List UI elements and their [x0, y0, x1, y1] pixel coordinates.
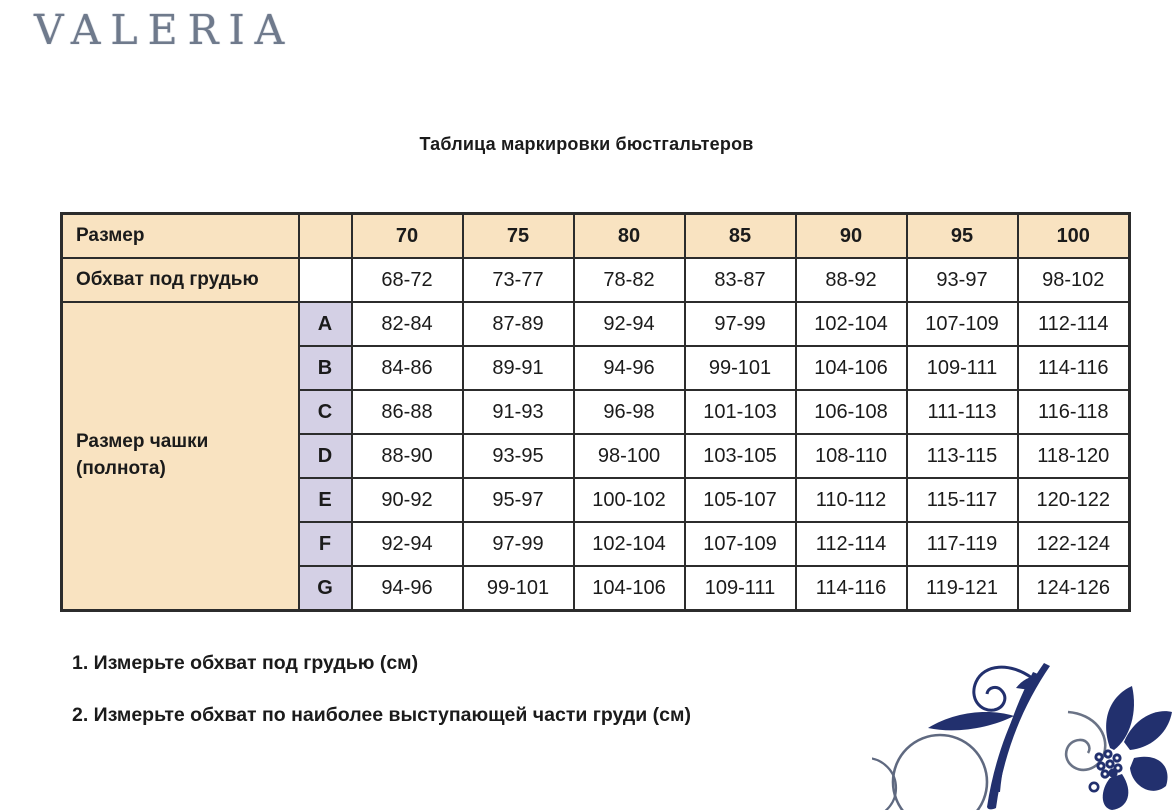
underbust-cell: 98-102	[1018, 258, 1130, 302]
cup-letter: F	[299, 522, 352, 566]
bra-size-table	[60, 212, 1131, 612]
cup-value-cell: 114-116	[1018, 346, 1130, 390]
cup-value-cell: 90-92	[352, 478, 463, 522]
cup-value-cell: 114-116	[796, 566, 907, 611]
instruction-step-1: 1. Измерьте обхват под грудью (см)	[72, 652, 419, 674]
cup-letter: D	[299, 434, 352, 478]
underbust-cell: 83-87	[685, 258, 796, 302]
cup-value-cell: 102-104	[574, 522, 685, 566]
cup-value-cell: 113-115	[907, 434, 1018, 478]
cup-value-cell: 119-121	[907, 566, 1018, 611]
size-col-header: 100	[1018, 214, 1130, 259]
cup-letter: C	[299, 390, 352, 434]
cup-value-cell: 111-113	[907, 390, 1018, 434]
cup-value-cell: 86-88	[352, 390, 463, 434]
cup-value-cell: 105-107	[685, 478, 796, 522]
cup-value-cell: 82-84	[352, 302, 463, 346]
cup-letter: A	[299, 302, 352, 346]
underbust-cell: 73-77	[463, 258, 574, 302]
underbust-row-label: Обхват под грудью	[62, 258, 299, 302]
cup-value-cell: 94-96	[352, 566, 463, 611]
cup-value-cell: 120-122	[1018, 478, 1130, 522]
cup-value-cell: 107-109	[685, 522, 796, 566]
cup-value-cell: 106-108	[796, 390, 907, 434]
cup-value-cell: 116-118	[1018, 390, 1130, 434]
cup-value-cell: 108-110	[796, 434, 907, 478]
underbust-cell: 78-82	[574, 258, 685, 302]
size-col-header: 85	[685, 214, 796, 259]
cup-letter: G	[299, 566, 352, 611]
empty-cell	[299, 258, 352, 302]
underbust-cell: 68-72	[352, 258, 463, 302]
cup-value-cell: 101-103	[685, 390, 796, 434]
cup-value-cell: 91-93	[463, 390, 574, 434]
underbust-cell: 93-97	[907, 258, 1018, 302]
cup-value-cell: 117-119	[907, 522, 1018, 566]
cup-value-cell: 122-124	[1018, 522, 1130, 566]
table-row-cup-a	[62, 302, 1130, 346]
cup-value-cell: 93-95	[463, 434, 574, 478]
cup-value-cell: 89-91	[463, 346, 574, 390]
table-row-sizes	[62, 214, 1130, 259]
cup-value-cell: 115-117	[907, 478, 1018, 522]
instruction-step-2: 2. Измерьте обхват по наиболее выступающей части груди (см)	[72, 704, 691, 726]
brand-logo: VALERIA	[34, 6, 295, 54]
table-row-underbust	[62, 258, 1130, 302]
underbust-cell: 88-92	[796, 258, 907, 302]
size-col-header: 95	[907, 214, 1018, 259]
cup-value-cell: 97-99	[685, 302, 796, 346]
cup-value-cell: 95-97	[463, 478, 574, 522]
floral-swirl-ornament-icon	[872, 660, 1172, 810]
size-col-header: 80	[574, 214, 685, 259]
cup-value-cell: 112-114	[796, 522, 907, 566]
empty-corner-cell	[299, 214, 352, 259]
cup-value-cell: 98-100	[574, 434, 685, 478]
cup-letter: E	[299, 478, 352, 522]
cup-value-cell: 100-102	[574, 478, 685, 522]
cup-value-cell: 97-99	[463, 522, 574, 566]
cup-value-cell: 104-106	[574, 566, 685, 611]
size-row-label: Размер	[62, 214, 299, 259]
cup-letter: B	[299, 346, 352, 390]
cup-value-cell: 124-126	[1018, 566, 1130, 611]
size-col-header: 90	[796, 214, 907, 259]
cup-value-cell: 118-120	[1018, 434, 1130, 478]
cup-value-cell: 94-96	[574, 346, 685, 390]
cup-size-label: Размер чашки (полнота)	[62, 302, 299, 611]
cup-value-cell: 109-111	[685, 566, 796, 611]
cup-value-cell: 104-106	[796, 346, 907, 390]
measuring-instructions	[72, 652, 691, 756]
cup-value-cell: 99-101	[463, 566, 574, 611]
cup-value-cell: 103-105	[685, 434, 796, 478]
cup-value-cell: 96-98	[574, 390, 685, 434]
cup-value-cell: 102-104	[796, 302, 907, 346]
cup-value-cell: 92-94	[574, 302, 685, 346]
cup-value-cell: 112-114	[1018, 302, 1130, 346]
size-col-header: 75	[463, 214, 574, 259]
cup-value-cell: 84-86	[352, 346, 463, 390]
cup-value-cell: 110-112	[796, 478, 907, 522]
page-title: Таблица маркировки бюстгальтеров	[419, 134, 754, 154]
cup-value-cell: 109-111	[907, 346, 1018, 390]
cup-value-cell: 87-89	[463, 302, 574, 346]
cup-value-cell: 88-90	[352, 434, 463, 478]
size-col-header: 70	[352, 214, 463, 259]
cup-value-cell: 107-109	[907, 302, 1018, 346]
cup-value-cell: 92-94	[352, 522, 463, 566]
cup-value-cell: 99-101	[685, 346, 796, 390]
